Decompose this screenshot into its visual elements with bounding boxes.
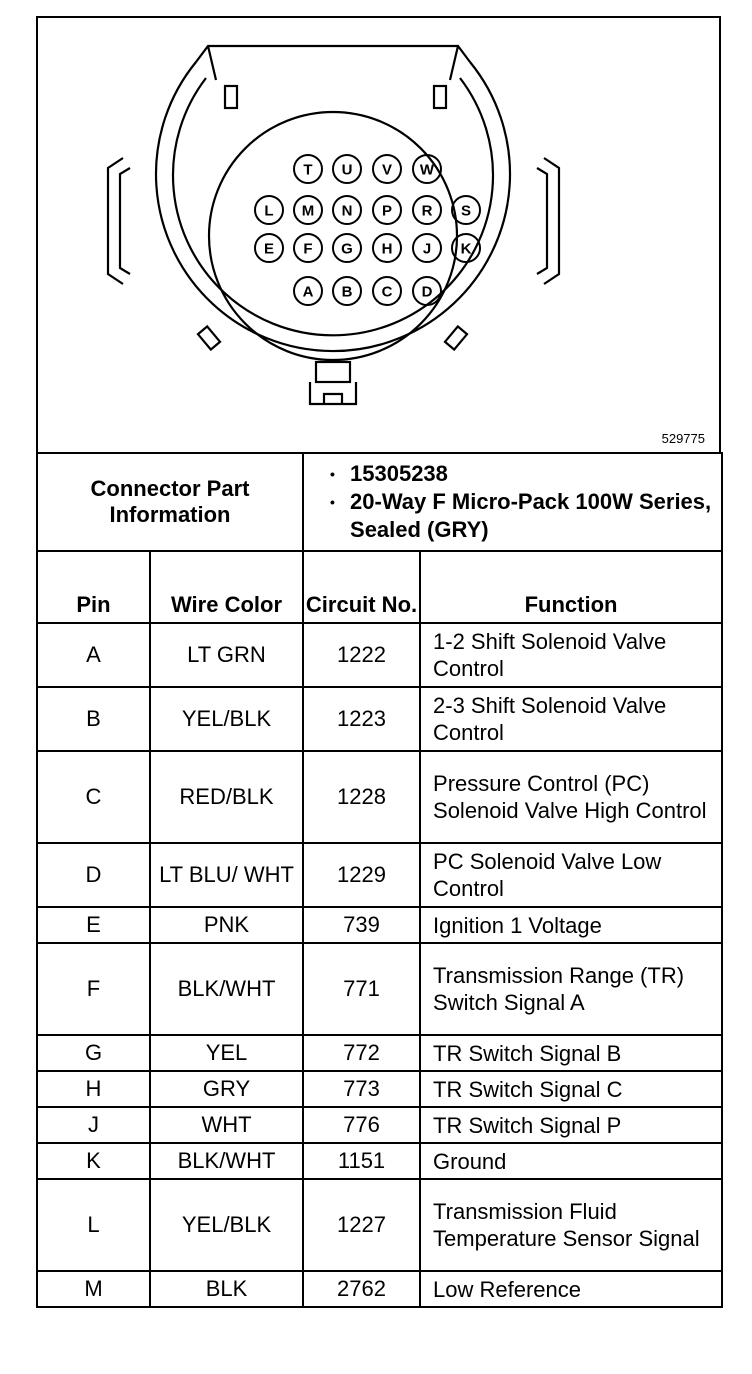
wire-color-cell: WHT	[150, 1107, 303, 1143]
circuit-cell: 773	[303, 1071, 420, 1107]
function-cell: Transmission Range (TR) Switch Signal A	[420, 943, 722, 1035]
pin-cell: B	[37, 687, 150, 751]
circuit-cell: 776	[303, 1107, 420, 1143]
part-number: • 15305238	[332, 460, 721, 488]
table-row	[37, 751, 722, 843]
pin-cell: L	[37, 1179, 150, 1271]
table-row	[37, 687, 722, 751]
connector-description: • 20-Way F Micro-Pack 100W Series, Sealed (GRY)	[332, 488, 721, 544]
table-row	[37, 1107, 722, 1143]
part-info-row	[37, 453, 722, 551]
circuit-cell: 1223	[303, 687, 420, 751]
wire-color-cell: BLK	[150, 1271, 303, 1307]
wire-color-cell: BLK/WHT	[150, 1143, 303, 1179]
pin-rows	[37, 623, 722, 1307]
pin-cell: F	[37, 943, 150, 1035]
pin-label-s: S	[460, 202, 472, 220]
function-cell: TR Switch Signal C	[420, 1071, 722, 1107]
pin-label-h: H	[381, 240, 393, 258]
circuit-cell: 771	[303, 943, 420, 1035]
circuit-cell: 772	[303, 1035, 420, 1071]
part-info-heading: Connector Part Information	[37, 453, 303, 551]
wire-color-cell: PNK	[150, 907, 303, 943]
pin-cell: H	[37, 1071, 150, 1107]
connector-face-drawing	[38, 18, 719, 454]
pin-cell: D	[37, 843, 150, 907]
circuit-cell: 1228	[303, 751, 420, 843]
table-row	[37, 843, 722, 907]
pin-cell: K	[37, 1143, 150, 1179]
circuit-cell: 1229	[303, 843, 420, 907]
circuit-cell: 1227	[303, 1179, 420, 1271]
pin-cell: M	[37, 1271, 150, 1307]
circuit-cell: 2762	[303, 1271, 420, 1307]
circuit-cell: 1151	[303, 1143, 420, 1179]
wire-color-cell: YEL/BLK	[150, 687, 303, 751]
circuit-cell: 1222	[303, 623, 420, 687]
column-header-wire-color: Wire Color	[150, 551, 303, 623]
function-cell: 1-2 Shift Solenoid Valve Control	[420, 623, 722, 687]
table-row	[37, 943, 722, 1035]
function-cell: Ignition 1 Voltage	[420, 907, 722, 943]
function-cell: Pressure Control (PC) Solenoid Valve High Control	[420, 751, 722, 843]
wire-color-cell: BLK/WHT	[150, 943, 303, 1035]
reference-number: 529775	[661, 431, 705, 446]
pin-cell: A	[37, 623, 150, 687]
column-header-function: Function	[420, 551, 722, 623]
pin-label-k: K	[460, 240, 472, 258]
pin-label-l: L	[264, 202, 274, 220]
pin-cell: E	[37, 907, 150, 943]
pin-label-u: U	[341, 161, 353, 179]
pin-cell: C	[37, 751, 150, 843]
function-cell: Transmission Fluid Temperature Sensor Signal	[420, 1179, 722, 1271]
wire-color-cell: YEL/BLK	[150, 1179, 303, 1271]
pin-label-n: N	[341, 202, 353, 220]
pin-label-t: T	[303, 161, 313, 179]
pin-label-b: B	[341, 283, 353, 301]
pin-label-w: W	[419, 161, 435, 179]
pin-label-g: G	[341, 240, 353, 258]
pin-label-a: A	[302, 283, 314, 301]
wire-color-cell: GRY	[150, 1071, 303, 1107]
pin-cavity-group	[255, 155, 480, 305]
pin-label-d: D	[421, 283, 433, 301]
column-header-pin: Pin	[37, 551, 150, 623]
table-row	[37, 1179, 722, 1271]
pin-label-f: F	[303, 240, 313, 258]
table-header-row	[37, 551, 722, 623]
function-cell: 2-3 Shift Solenoid Valve Control	[420, 687, 722, 751]
wire-color-cell: RED/BLK	[150, 751, 303, 843]
table-row	[37, 1271, 722, 1307]
part-info-list	[303, 453, 722, 551]
function-cell: Low Reference	[420, 1271, 722, 1307]
pin-label-j: J	[422, 240, 432, 258]
function-cell: PC Solenoid Valve Low Control	[420, 843, 722, 907]
pin-cell: G	[37, 1035, 150, 1071]
pin-label-r: R	[421, 202, 433, 220]
pin-label-c: C	[381, 283, 393, 301]
pin-label-v: V	[381, 161, 393, 179]
table-row	[37, 1143, 722, 1179]
table-row	[37, 1035, 722, 1071]
connector-face-diagram	[36, 16, 721, 454]
pin-label-m: M	[301, 202, 315, 220]
connector-sheet	[30, 14, 720, 1344]
table-row	[37, 907, 722, 943]
function-cell: TR Switch Signal P	[420, 1107, 722, 1143]
wire-color-cell: YEL	[150, 1035, 303, 1071]
pin-cell: J	[37, 1107, 150, 1143]
circuit-cell: 739	[303, 907, 420, 943]
pin-label-p: P	[381, 202, 393, 220]
wire-color-cell: LT GRN	[150, 623, 303, 687]
wire-color-cell: LT BLU/ WHT	[150, 843, 303, 907]
function-cell: Ground	[420, 1143, 722, 1179]
column-header-circuit-no: Circuit No.	[303, 551, 420, 623]
connector-pinout-table	[36, 452, 723, 1308]
function-cell: TR Switch Signal B	[420, 1035, 722, 1071]
table-row	[37, 1071, 722, 1107]
table-row	[37, 623, 722, 687]
pin-label-e: E	[263, 240, 275, 258]
